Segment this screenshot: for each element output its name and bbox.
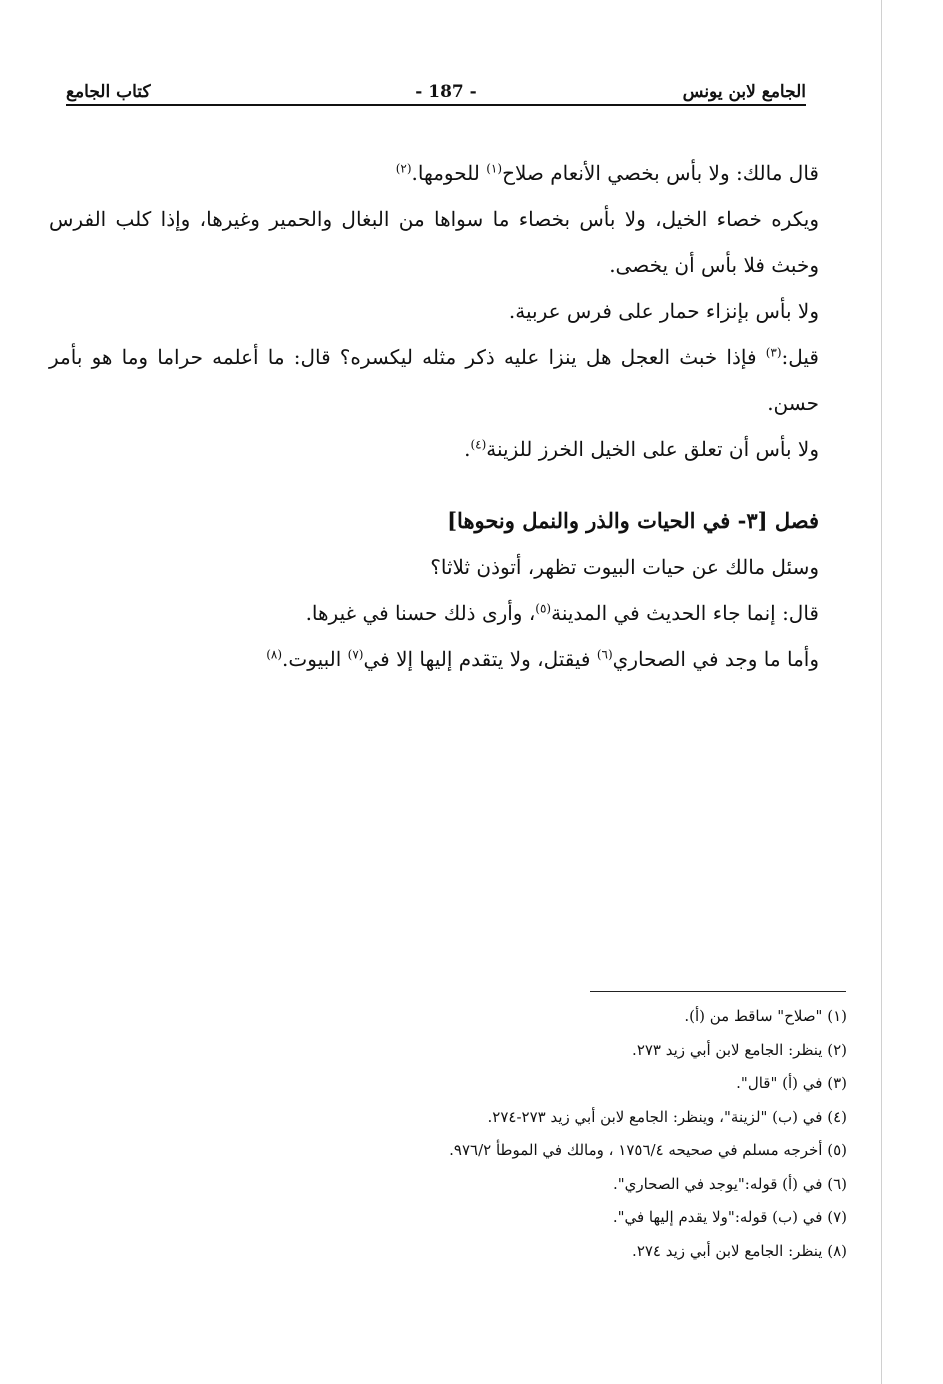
footnote-ref: (٤) bbox=[470, 437, 487, 452]
footnote-4: (٤) في (ب) "لزينة"، وينظر: الجامع لابن أبي زيد ٢٧٣-٢٧٤. bbox=[487, 1107, 847, 1126]
footnote-2: (٢) ينظر: الجامع لابن أبي زيد ٢٧٣. bbox=[632, 1040, 847, 1059]
running-header bbox=[66, 82, 806, 104]
paragraph-8-text-2: فيقتل، ولا يتقدم إليها إلا في bbox=[363, 647, 597, 671]
paragraph-6-text: وسئل مالك عن حيات البيوت تظهر، أتوذن ثلاثا؟ bbox=[430, 555, 819, 579]
section-heading: فصل [٣- في الحيات والذر والنمل ونحوها] bbox=[447, 508, 819, 533]
paragraph-7-text-2: ، وأرى ذلك حسنا في غيرها. bbox=[305, 601, 536, 625]
main-text bbox=[49, 150, 819, 682]
header-book-title: الجامع لابن يونس bbox=[682, 82, 806, 102]
paragraph-5-text-2: . bbox=[464, 437, 471, 461]
footnote-1: (١) "صلاح" ساقط من (أ). bbox=[684, 1007, 847, 1025]
paragraph-4 bbox=[49, 334, 819, 426]
paragraph-2 bbox=[49, 196, 819, 288]
paragraph-8 bbox=[49, 636, 819, 682]
footnote-ref: (٥) bbox=[535, 601, 552, 616]
paragraph-8-text-3: البيوت. bbox=[282, 647, 348, 671]
footnote-5: (٥) أخرجه مسلم في صحيحه ١٧٥٦/٤ ، ومالك في الموطأ ٩٧٦/٢. bbox=[449, 1141, 847, 1159]
paragraph-5 bbox=[49, 426, 819, 472]
paragraph-7-text: قال: إنما جاء الحديث في المدينة bbox=[551, 601, 819, 625]
footnote-ref: (١) bbox=[486, 161, 503, 176]
paragraph-8-text: وأما ما وجد في الصحاري bbox=[612, 647, 819, 671]
paragraph-5-text: ولا بأس أن تعلق على الخيل الخرز للزينة bbox=[486, 437, 819, 461]
paragraph-4-text: فإذا خبث العجل هل ينزا عليه ذكر مثله ليكسره؟ قال: ما أعلمه حراما وما هو بأمر حسن. bbox=[49, 345, 819, 415]
footnote-8: (٨) ينظر: الجامع لابن أبي زيد ٢٧٤. bbox=[632, 1241, 847, 1260]
footnote-ref: (٢) bbox=[395, 161, 412, 176]
footnote-separator bbox=[590, 991, 846, 992]
footnote-ref: (٨) bbox=[266, 647, 283, 662]
paragraph-3-text: ولا بأس بإنزاء حمار على فرس عربية. bbox=[508, 299, 819, 323]
paragraph-1 bbox=[49, 150, 819, 196]
paragraph-3 bbox=[49, 288, 819, 334]
footnote-3: (٣) في (أ) "قال". bbox=[736, 1074, 847, 1092]
header-rule bbox=[66, 104, 806, 106]
footnote-ref: (٧) bbox=[347, 647, 364, 662]
footnote-ref: (٦) bbox=[596, 647, 613, 662]
footnotes bbox=[247, 1000, 847, 1268]
paragraph-1-text-2: للحومها. bbox=[411, 161, 487, 185]
paragraph-7 bbox=[49, 590, 819, 636]
footnote-ref: (٣) bbox=[765, 345, 782, 360]
header-book-section: كتاب الجامع bbox=[66, 82, 151, 102]
footnote-7: (٧) في (ب) قوله:"ولا يقدم إليها في". bbox=[612, 1208, 847, 1226]
footnote-6: (٦) في (أ) قوله:"يوجد في الصحاري". bbox=[612, 1174, 847, 1193]
paragraph-6 bbox=[49, 544, 819, 590]
paragraph-4-lead: قيل: bbox=[781, 345, 819, 369]
paragraph-1-text: قال مالك: ولا بأس بخصي الأنعام صلاح bbox=[502, 161, 819, 185]
page-number: - 187 - bbox=[415, 82, 477, 102]
page-edge-line bbox=[881, 0, 882, 1384]
paragraph-2-text: ويكره خصاء الخيل، ولا بأس بخصاء ما سواها من البغال والحمير وغيرها، وإذا كلب الفرس وخبث فلا بأس أن يخصى. bbox=[49, 207, 819, 277]
